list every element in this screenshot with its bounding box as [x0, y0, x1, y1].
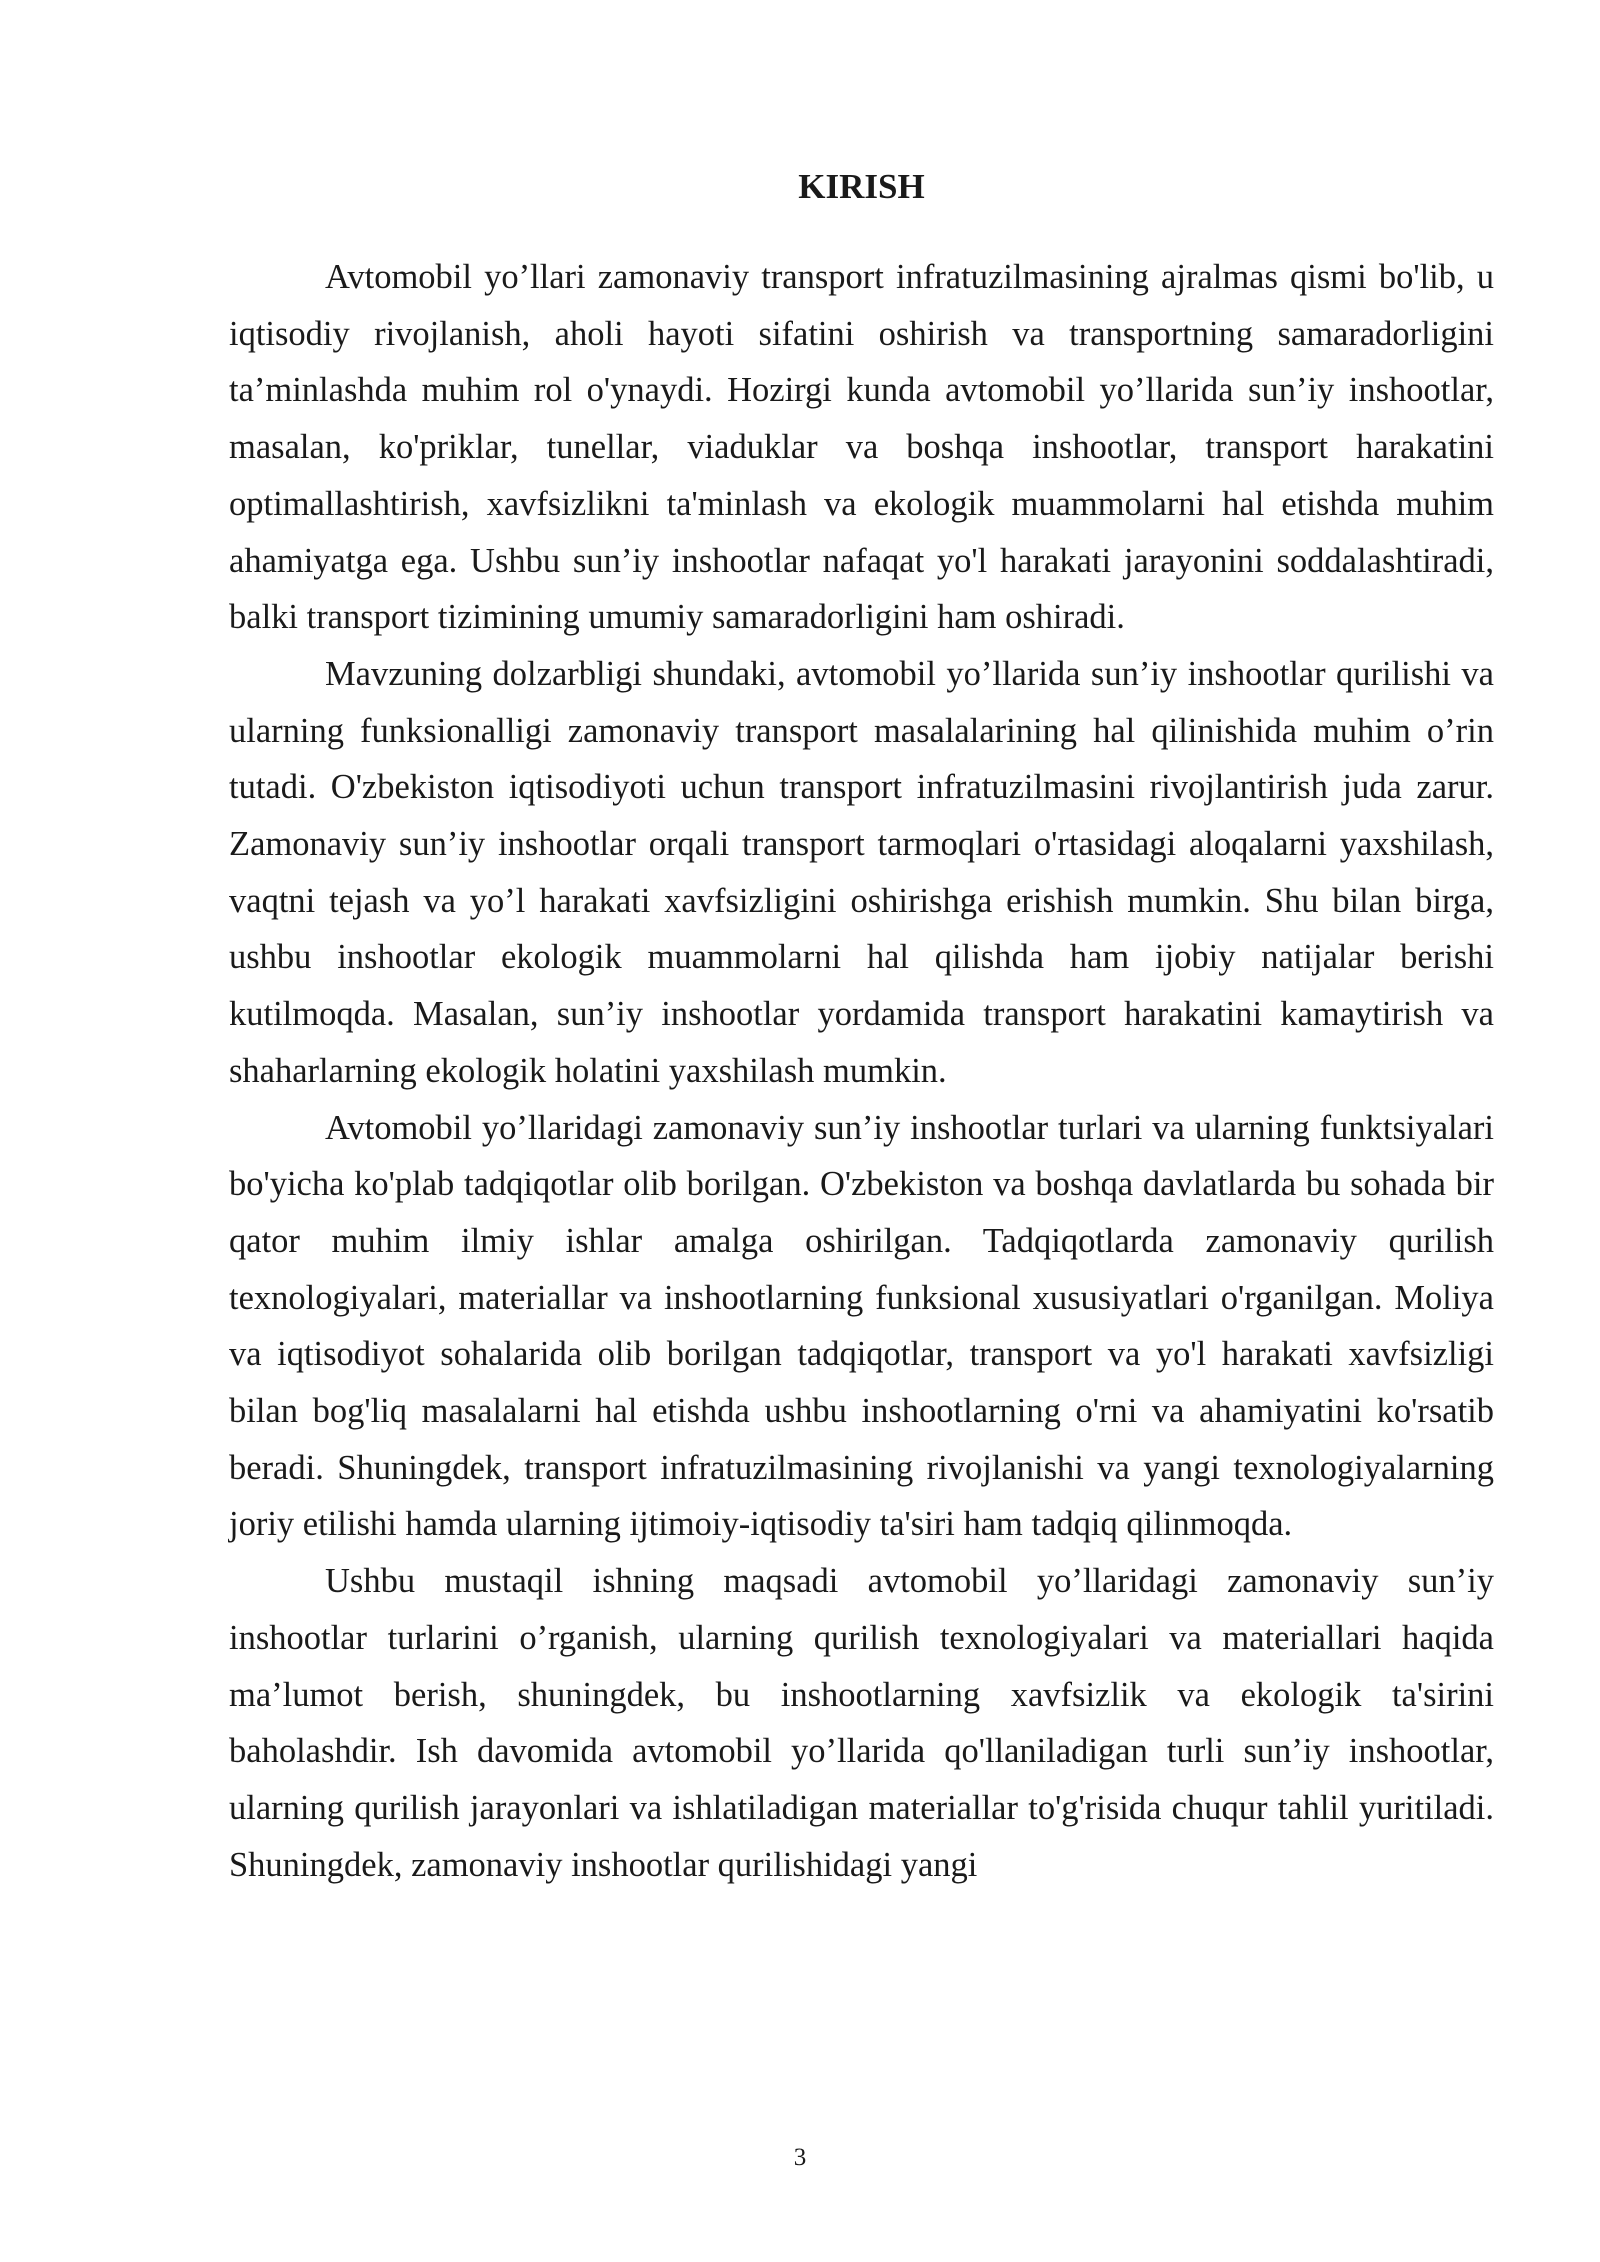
paragraph-research: Avtomobil yo’llaridagi zamonaviy sun’iy inshootlar turlari va ularning funktsiyalari bo'yicha ko'plab tadqiqotlar olib borilgan. O'zbekiston va boshqa davlatlarda bu sohada bir qator muhim ilmiy ishlar amalga oshirilgan. Tadqiqotlarda zamonaviy qurilish texnologiyalari, materiallar va inshootlarning funksional xususiyatlari o'rganilgan. Moliya va iqtisodiyot sohalarida olib borilgan tadqiqotlar, transport va yo'l harakati xavfsizligi bilan bog'liq masalalarni hal etishda ushbu inshootlarning o'rni va ahamiyatini ko'rsatib beradi. Shuningdek, transport infratuzilmasining rivojlanishi va yangi texnologiyalarning joriy etilishi hamda ularning ijtimoiy-iqtisodiy ta'siri ham tadqiq qilinmoqda. — [229, 1108, 1494, 1544]
paragraph-relevance: Mavzuning dolzarbligi shundaki, avtomobil yo’llarida sun’iy inshootlar qurilishi va ularning funksionalligi zamonaviy transport masalalarining hal qilinishida muhim o’rin tutadi. O'zbekiston iqtisodiyoti uchun transport infratuzilmasini rivojlantirish juda zarur. Zamonaviy sun’iy inshootlar orqali transport tarmoqlari o'rtasidagi aloqalarni yaxshilash, vaqtni tejash va yo’l harakati xavfsizligini oshirishga erishish mumkin. Shu bilan birga, ushbu inshootlar ekologik muammolarni hal qilishda ham ijobiy natijalar berishi kutilmoqda. Masalan, sun’iy inshootlar yordamida transport harakatini kamaytirish va shaharlarning ekologik holatini yaxshilash mumkin. — [229, 654, 1494, 1090]
paragraph-purpose: Ushbu mustaqil ishning maqsadi avtomobil yo’llaridagi zamonaviy sun’iy inshootlar turlarini o’rganish, ularning qurilish texnologiyalari va materiallari haqida ma’lumot berish, shuningdek, bu inshootlarning xavfsizlik va ekologik ta'sirini baholashdir. Ish davomida avtomobil yo’llarida qo'llaniladigan turli sun’iy inshootlar, ularning qurilish jarayonlari va ishlatiladigan materiallar to'g'risida chuqur tahlil yuritiladi. Shuningdek, zamonaviy inshootlar qurilishidagi yangi — [229, 1562, 1494, 1884]
page-number: 3 — [793, 2144, 807, 2171]
body-text — [229, 249, 1494, 1893]
section-title: KIRISH — [798, 167, 925, 206]
paragraph-intro: Avtomobil yo’llari zamonaviy transport infratuzilmasining ajralmas qismi bo'lib, u iqtisodiy rivojlanish, aholi hayoti sifatini oshirish va transportning samaradorligini ta’minlashda muhim rol o'ynaydi. Hozirgi kunda avtomobil yo’llarida sun’iy inshootlar, masalan, ko'priklar, tunellar, viaduklar va boshqa inshootlar, transport harakatini optimallashtirish, xavfsizlikni ta'minlash va ekologik muammolarni hal etishda muhim ahamiyatga ega. Ushbu sun’iy inshootlar nafaqat yo'l harakati jarayonini soddalashtiradi, balki transport tizimining umumiy samaradorligini ham oshiradi. — [229, 258, 1494, 637]
